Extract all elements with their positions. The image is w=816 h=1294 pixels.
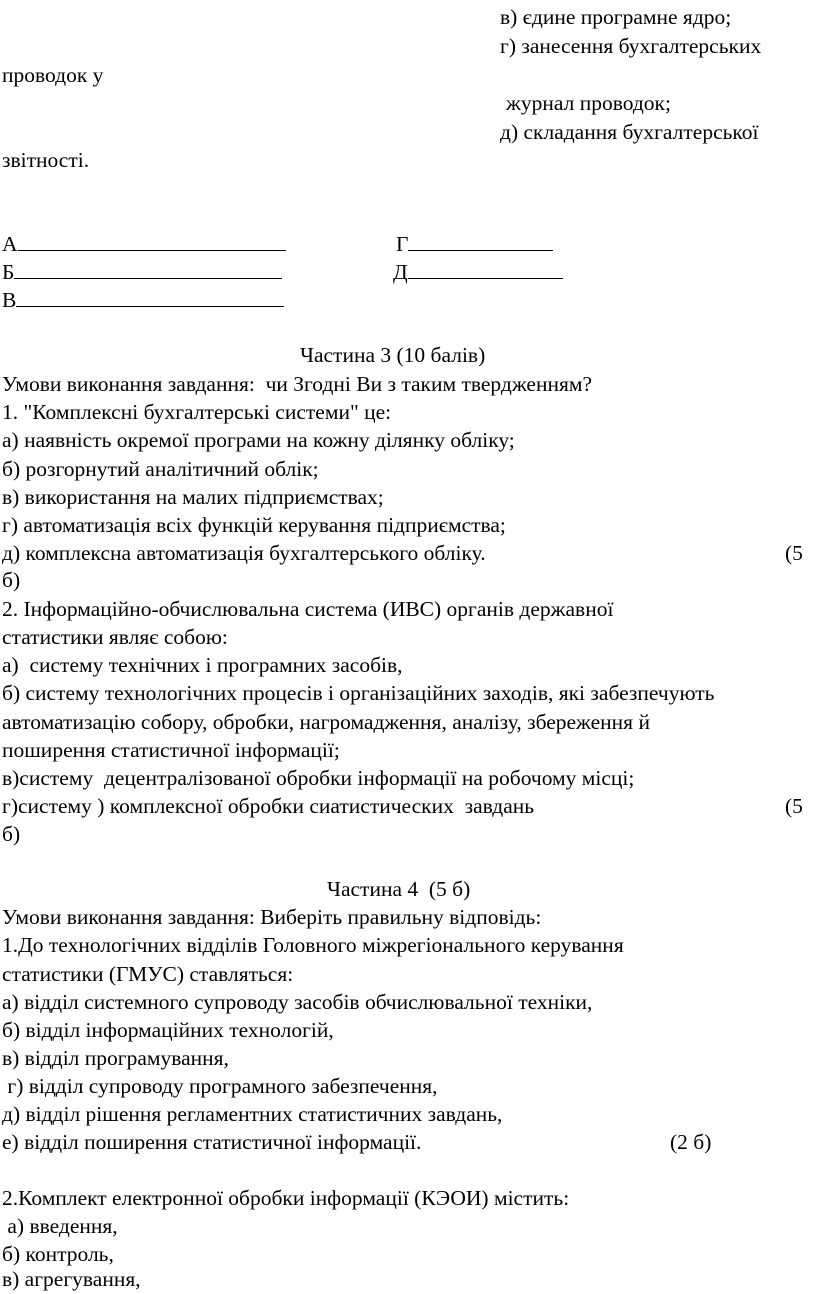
part3-q1-score: (5 xyxy=(785,541,803,565)
part3-q1-score-unit: б) xyxy=(2,568,21,592)
item-v: в) єдине програмне ядро; xyxy=(500,5,732,29)
answer-v-blank[interactable] xyxy=(16,286,284,307)
answer-g: Г xyxy=(396,230,553,258)
part4-q2-option-a: а) введення, xyxy=(2,1214,118,1238)
part3-q1-option-v: в) використання на малих підприємствах; xyxy=(2,485,384,509)
part3-q2-text-line1: 2. Інформаційно-обчислювальна система (ИВС) органів державної xyxy=(2,597,614,621)
part3-heading: Частина 3 (10 балів) xyxy=(300,343,486,367)
part3-q2-option-a: а) систему технічних і програмних засобів, xyxy=(2,653,403,677)
answer-a-blank[interactable] xyxy=(18,230,286,251)
part3-q2-option-b-line2: автоматизацію собору, обробки, нагромадження, аналізу, збереження й xyxy=(2,710,650,734)
answer-b-blank[interactable] xyxy=(14,258,282,279)
part3-q1-option-g: г) автоматизація всіх функцій керування підприємства; xyxy=(2,513,506,537)
part3-q1-text: 1. "Комплексні бухгалтерські системи" це: xyxy=(2,400,392,424)
item-g-line3: журнал проводок; xyxy=(506,91,671,115)
answer-a: А xyxy=(2,230,286,258)
part3-q2-option-v: в)систему децентралізованої обробки інформації на робочому місці; xyxy=(2,766,635,790)
part4-q1-option-d: д) відділ рішення регламентних статистичних завдань, xyxy=(2,1102,503,1126)
item-d-line1: д) складання бухгалтерської xyxy=(500,120,759,144)
part3-q1-option-a: а) наявність окремої програми на кожну ділянку обліку; xyxy=(2,428,515,452)
answer-g-blank[interactable] xyxy=(408,230,553,251)
part3-q2-option-b-line1: б) систему технологічних процесів і організаційних заходів, які забезпечують xyxy=(2,681,715,705)
answer-d-blank[interactable] xyxy=(408,258,563,279)
part4-q1-option-b: б) відділ інформаційних технологій, xyxy=(2,1018,334,1042)
part3-q1-option-b: б) розгорнутий аналітичний облік; xyxy=(2,457,319,481)
answer-d: Д xyxy=(393,258,563,286)
part3-q2-option-g: г)систему ) комплексної обробки сиатистических завдань xyxy=(2,794,535,818)
item-g-line1: г) занесення бухгалтерських xyxy=(500,34,762,58)
part4-heading: Частина 4 (5 б) xyxy=(327,877,471,901)
part3-q1-option-d: д) комплексна автоматизація бухгалтерського обліку. xyxy=(2,541,486,565)
part3-conditions: Умови виконання завдання: чи Згодні Ви з таким твердженням? xyxy=(2,372,592,396)
part4-conditions: Умови виконання завдання: Виберіть правильну відповідь: xyxy=(2,905,542,929)
part4-q1-option-a: а) відділ системного супроводу засобів обчислювальної техніки, xyxy=(2,990,593,1014)
part4-q1-text-line1: 1.До технологічних відділів Головного міжрегіонального керування xyxy=(2,933,624,957)
part3-q2-option-b-line3: поширення статистичної інформації; xyxy=(2,738,340,762)
part4-q2-text: 2.Комплект електронної обробки інформації (КЭОИ) містить: xyxy=(2,1186,570,1210)
item-g-line2: проводок у xyxy=(2,63,104,87)
part3-q2-text-line2: статистики являє собою: xyxy=(2,625,228,649)
part4-q1-option-e: е) відділ поширення статистичної інформації. xyxy=(2,1130,422,1154)
answer-b: Б xyxy=(2,258,282,286)
item-d-line2: звітності. xyxy=(2,148,90,172)
part4-q1-option-v: в) відділ програмування, xyxy=(2,1046,229,1070)
part4-q2-option-v: в) агрегування, xyxy=(2,1267,141,1291)
part4-q2-option-b: б) контроль, xyxy=(2,1242,114,1266)
part3-q2-score: (5 xyxy=(785,794,803,818)
part4-q1-text-line2: статистики (ГМУС) ставляться: xyxy=(2,962,294,986)
answer-v: В xyxy=(2,286,284,314)
part3-q2-score-unit: б) xyxy=(2,822,21,846)
part4-q1-score: (2 б) xyxy=(670,1130,712,1154)
part4-q1-option-g: г) відділ супроводу програмного забезпечення, xyxy=(2,1074,438,1098)
